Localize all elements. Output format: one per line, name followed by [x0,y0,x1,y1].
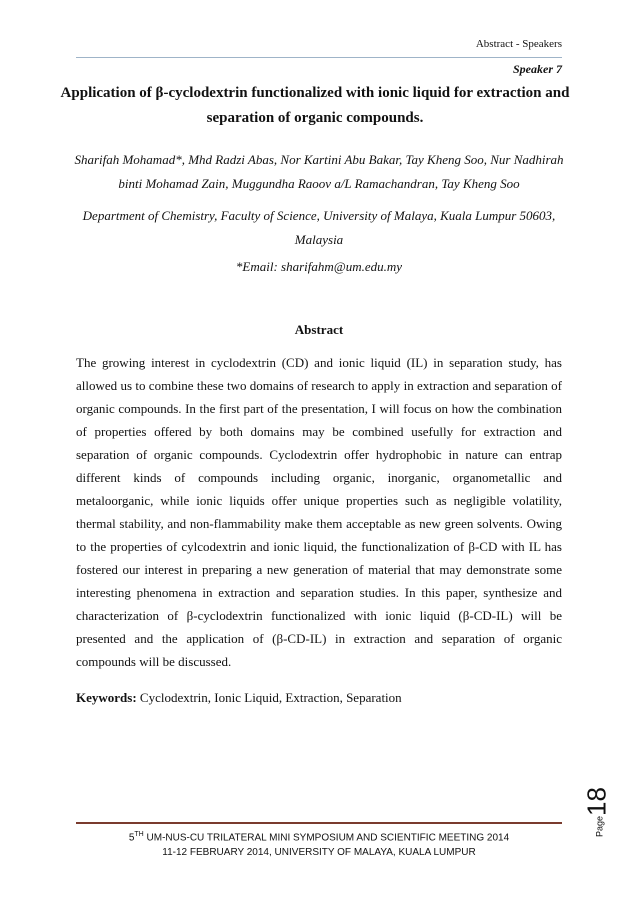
keywords-line [76,690,562,706]
abstract-body: The growing interest in cyclodextrin (CD) and ionic liquid (IL) in separation study, has allowed us to combine these two domains of research to apply in extraction and separation of organic compounds. In the first part of the presentation, I will focus on how the combination of properties offered by both domains may be combined usefully for extraction and separation of organic compounds. Cyclodextrin offer hydrophobic in nature can entrap different kinds of compounds including organic, inorganic, organometallic and metaloorganic, while ionic liquids offer unique properties such as negligible volatility, thermal stability, and non-flammability make them acceptable as new green solvents. Owing to the properties of cylcodextrin and ionic liquid, the functionalization of β-CD with IL has fostered our interest in preparing a new generation of material that may demonstrate some interesting phenomena in extraction and separation studies. In this paper, synthesize and characterization of β-cyclodextrin functionalized with ionic liquid (β-CD-IL) will be presented and the application of (β-CD-IL) in extraction and separation of organic compounds will be discussed. [76,355,562,669]
page-number-block [575,787,619,837]
footer [76,827,562,860]
abstract-heading: Abstract [294,322,344,337]
contact-email: *Email: sharifahm@um.edu.my [235,259,403,274]
header-divider [76,57,562,58]
keywords-label: Keywords: [76,690,137,705]
paper-title: Application of β-cyclodextrin functionalized with ionic liquid for extraction and separation of organic compounds. [60,85,570,126]
footer-line-1 [76,827,562,845]
page-number: 18 [581,787,612,816]
author-list: Sharifah Mohamad*, Mhd Radzi Abas, Nor Kartini Abu Bakar, Tay Kheng Soo, Nur Nadhirah binti Mohamad Zain, Muggundha Raoov a/L Ramachandran, Tay Kheng Soo [74,152,564,191]
keywords-value: Cyclodextrin, Ionic Liquid, Extraction, Separation [136,690,402,705]
footer-ordinal: 5 [128,832,135,844]
footer-event-name: UM-NUS-CU TRILATERAL MINI SYMPOSIUM AND SCIENTIFIC MEETING 2014 [143,832,510,844]
footer-line-2: 11-12 FEBRUARY 2014, UNIVERSITY OF MALAYA, KUALA LUMPUR [162,847,476,859]
footer-ordinal-suffix: TH [134,831,144,838]
affiliation: Department of Chemistry, Faculty of Science, University of Malaya, Kuala Lumpur 50603, Malaysia [82,208,556,247]
page-word: Page [594,815,605,837]
footer-divider [76,822,562,824]
speaker-label: Speaker 7 [513,62,562,76]
running-header: Abstract - Speakers [475,38,562,50]
